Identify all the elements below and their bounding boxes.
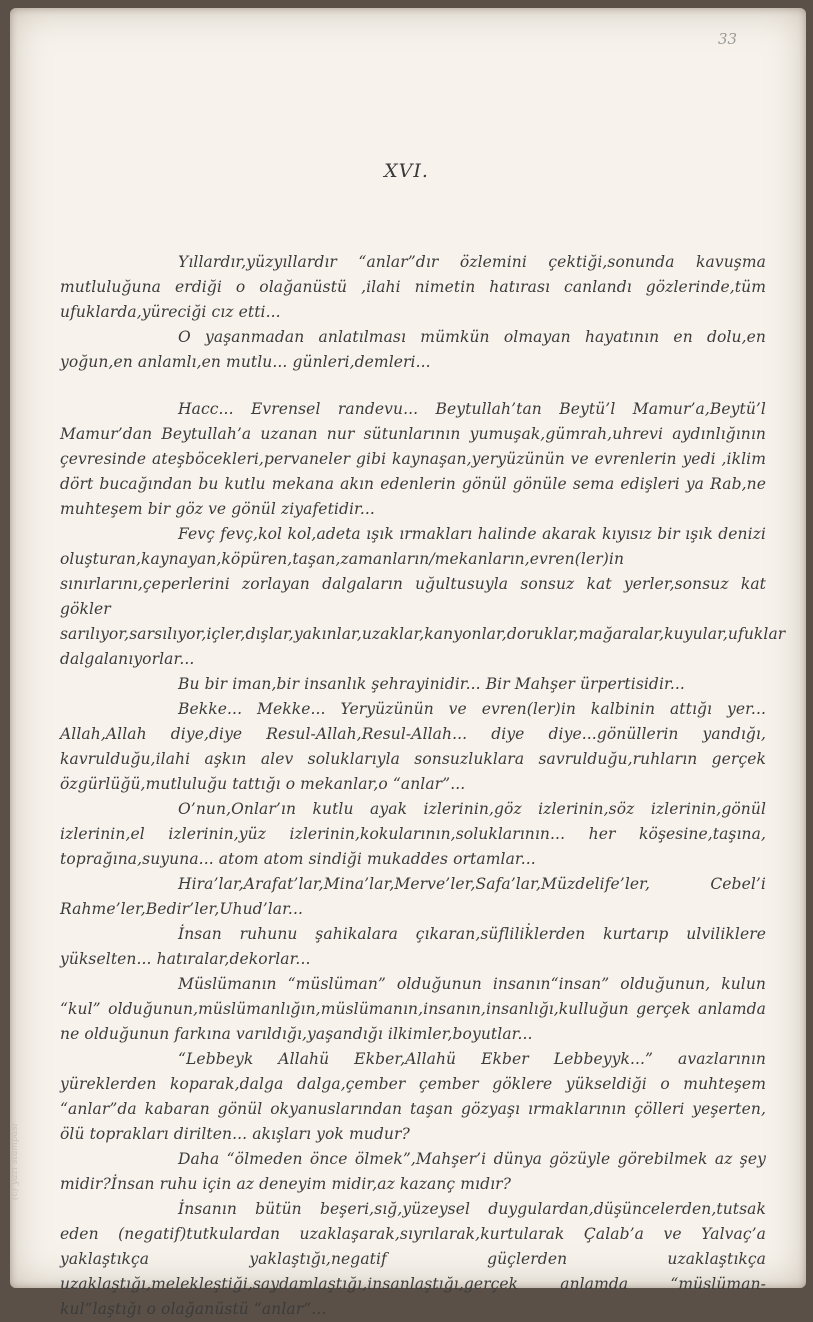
margin-stamp: (c) yazi stampasi: [10, 1123, 20, 1200]
paragraph: Fevç fevç,kol kol,adeta ışık ırmakları halinde akarak kıyısız bir ışık denizi oluşturan,kaynayan,köpüren,taşan,zamanların/mekanların,evren(ler)in sınırlarını,çeperlerini zorlayan dalgaların uğultusuyla sonsuz kat yerler,sonsuz kat gökler sarılıyor,sarsılıyor,içler,dışlar,yakınlar,uzaklar,kanyonlar,doruklar,mağaralar,kuyular,ufuklar dalgalanıyorlar...: [60, 525, 786, 668]
paragraph: Hacc... Evrensel randevu... Beytullah’tan Beytü’l Mamur’a,Beytü’l Mamur’dan Beytullah’a uzanan nur sütunlarının yumuşak,gümrah,uhrevi aydınlığının çevresinde ateşböcekleri,pervaneler gibi kaynaşan,yeryüzünün ve evrenlerin yedi ,iklim dört bucağından bu kutlu mekana akın edenlerin gönül gönüle sema edişleri ya Rab,ne muhteşem bir göz ve gönül ziyafetidir...: [60, 400, 766, 518]
paragraph: İnsan ruhunu şahikalara çıkaran,süflilik̇lerden kurtarıp ulviliklere yükselten... hatıralar,dekorlar...: [60, 925, 766, 968]
paragraph: Yıllardır,yüzyıllardır “anlar”dır özlemini çektiği,sonunda kavuşma mutluluğuna erdiği o olağanüstü ,ilahi nimetin hatırası canlandı gözlerinde,tüm ufuklarda,yüreciği cız etti...: [60, 253, 766, 321]
page-body: [60, 250, 786, 1322]
paragraph: Bu bir iman,bir insanlık şehrayinidir... Bir Mahşer ürpertisidir...: [178, 675, 685, 693]
page-number: 33: [718, 30, 738, 48]
paragraph: Hira’lar,Arafat’lar,Mina’lar,Merve’ler,Safa’lar,Müzdelife’ler, Cebel’i Rahme’ler,Bedir’ler,Uhud’lar...: [60, 875, 766, 918]
paragraph: O yaşanmadan anlatılması mümkün olmayan hayatının en dolu,en yoğun,en anlamlı,en mutlu... günleri,demleri...: [60, 328, 766, 371]
paragraph: Bekke... Mekke... Yeryüzünün ve evren(ler)in kalbinin attığı yer... Allah,Allah diye,diye Resul-Allah,Resul-Allah... diye diye...gönüllerin yandığı, kavrulduğu,ilahi aşkın alev soluklarıyla sonsuzluklara savrulduğu,ruhların gerçek özgürlüğü,mutluluğu tattığı o mekanlar,o “anlar”...: [60, 700, 766, 793]
paragraph: O’nun,Onlar’ın kutlu ayak izlerinin,göz izlerinin,söz izlerinin,gönül izlerinin,el izlerinin,yüz izlerinin,kokularının,soluklarının... her köşesine,taşına, toprağına,suyuna... atom atom sindiği mukaddes ortamlar...: [60, 800, 766, 868]
paragraph: İnsanın bütün beşeri,sığ,yüzeysel duygulardan,düşüncelerden,tutsak eden (negatif)tutkulardan uzaklaşarak,sıyrılarak,kurtularak Çalab’a ve Yalvaç’a yaklaştıkça yaklaştığı,negatif güçlerden uzaklaştıkça uzaklaştığı,melekleştiği,saydamlaştığı,insanlaştığı,gerçek anlamda “müslüman-kul”laştığı o olağanüstü “anlar”...: [60, 1200, 766, 1318]
paragraph-gap: [60, 375, 766, 397]
chapter-heading: XVI.: [384, 160, 429, 182]
paragraph: “Lebbeyk Allahü Ekber,Allahü Ekber Lebbeyyk...” avazlarının yüreklerden koparak,dalga dalga,çember çember göklere yükseldiği o muhteşem “anlar”da kabaran gönül okyanuslarından taşan gözyaşı ırmaklarının çölleri yeşerten, ölü toprakları dirilten... akışları yok mudur?: [60, 1050, 766, 1143]
paragraph: Müslümanın “müslüman” olduğunun insanın“insan” olduğunun, kulun “kul” olduğunun,müslümanlığın,müslümanın,insanın,insanlığı,kulluğun gerçek anlamda ne olduğunun farkına varıldığı,yaşandığı ilkimler,boyutlar...: [60, 975, 766, 1043]
paragraph: Daha “ölmeden önce ölmek”,Mahşer’i dünya gözüyle görebilmek az şey midir?İnsan ruhu için az deneyim midir,az kazanç mıdır?: [60, 1150, 766, 1193]
